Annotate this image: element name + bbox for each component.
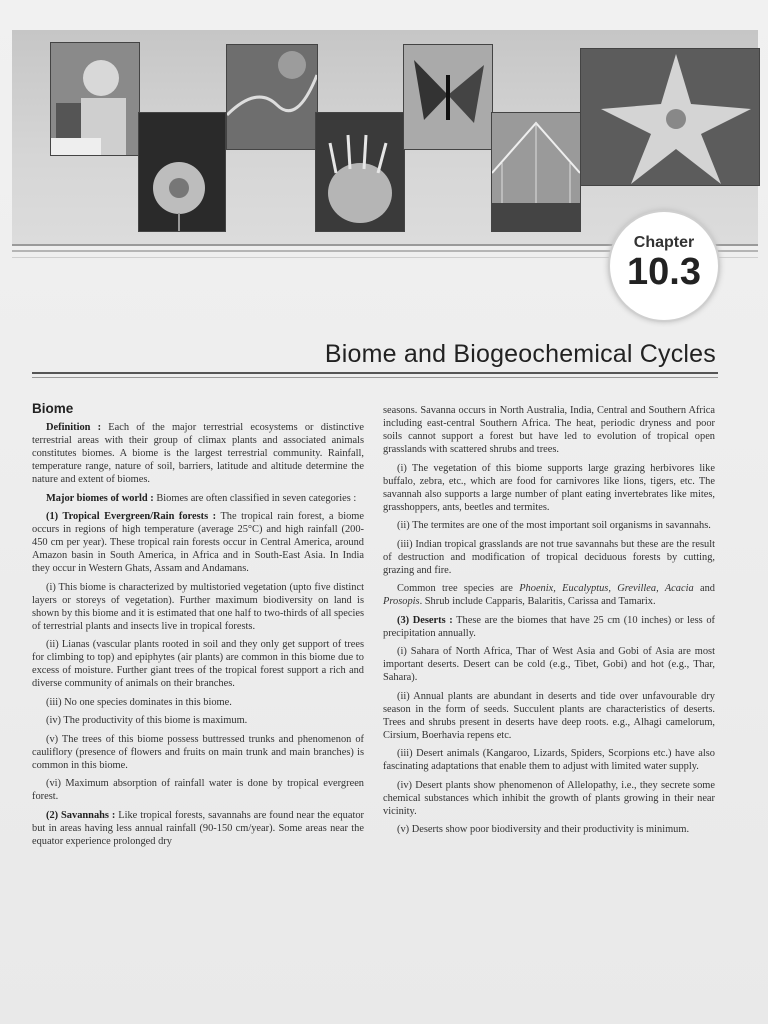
section-heading: Biome (32, 401, 74, 416)
savannah-paragraph (32, 809, 364, 848)
list-item: (ii) Lianas (vascular plants rooted in soil and they only get support of trees for climbing to top) and epiphytes (air plants) are common in this biome due to excess of moisture. Further giant trees of the tropical forest support a rich and diverse community of animals on their branches. (32, 639, 364, 689)
list-item: (v) The trees of this biome possess buttressed trunks and phenomenon of cauliflory (presence of flowers and fruits on main trunk and main branches) is common in this biome. (32, 733, 364, 771)
dandelion-photo (138, 112, 226, 232)
major-biomes-text: Biomes are often classified in seven categories : (153, 492, 357, 504)
tropical-paragraph (32, 510, 364, 575)
major-biomes-label: Major biomes of world : (46, 492, 154, 504)
deserts-label: (3) Deserts : (397, 614, 453, 626)
savannah-continued: seasons. Savanna occurs in North Australia, India, Central and Southern Africa including east-central Southern Africa. The heat, periodic dryness and poor soils cannot support a forest but have led to evolution of tropical open grasslands with scattered shrubs and trees. (383, 405, 715, 455)
plant-tendril-photo (226, 44, 318, 150)
chapter-badge (608, 210, 720, 322)
page-title: Biome and Biogeochemical Cycles (324, 340, 716, 368)
chapter-label: Chapter (633, 234, 695, 251)
tree-species-text: and (693, 583, 715, 594)
list-item: (ii) The termites are one of the most important soil organisms in savannahs. (397, 520, 711, 531)
starfish-photo (580, 48, 760, 186)
list-item: (iii) Desert animals (Kangaroo, Lizards, Spiders, Scorpions etc.) have also fascinating adaptations that enable them to adjust with limited water supply. (383, 748, 715, 772)
definition-paragraph (32, 421, 364, 486)
tree-species-italic: Phoenix, Eucalyptus, Grevillea, Acacia (519, 583, 694, 594)
list-item: (i) Sahara of North Africa, Thar of West Asia and Gobi of Asia are most important deserts. Desert can be cold (e.g., Tibet, Gobi) and hot (e.g., Thar, Sahara). (383, 646, 715, 683)
list-item: (i) This biome is characterized by multistoried vegetation (upto five distinct layers or storeys of vegetation). Further maximum biodiversity on land is shown by this biome and it is estimated that one half to two-thirds of all species of terrestrial plants and insects live in tropical forests. (32, 581, 364, 632)
butterfly-photo (403, 44, 493, 150)
list-item: (iii) Indian tropical grasslands are not true savannahs but these are the result of destruction and modification of tropical deciduous forests by cutting, grazing and fire. (383, 538, 715, 576)
savannah-label: (2) Savannahs : (46, 809, 116, 821)
major-biomes-paragraph (32, 492, 364, 505)
sea-anemone-photo (315, 112, 405, 232)
tree-species-paragraph (383, 582, 715, 608)
title-rule (32, 372, 718, 374)
surgeon-photo (50, 42, 140, 156)
deserts-text: These are the biomes that have 25 cm (10 inches) or less of precipitation annually. (383, 614, 715, 639)
left-column (32, 402, 364, 853)
definition-label: Definition : (46, 422, 102, 433)
right-column (383, 404, 715, 842)
list-item: (iv) Desert plants show phenomenon of Allelopathy, i.e., they secrete some chemical substances which inhibit the growth of plants growing in their near vicinity. (383, 779, 715, 817)
greenhouse-photo (491, 112, 581, 232)
definition-text: Each of the major terrestrial ecosystems or distinctive terrestrial areas with their group of climax plants and associated animals constitutes biomes. A biome is the largest terrestrial community. Rainfall, temperature range, nature of soil, barriers, latitude and altitude determine the nature and extent of biomes. (32, 422, 364, 485)
deserts-paragraph (383, 614, 715, 640)
tropical-label: (1) Tropical Evergreen/Rain forests : (46, 511, 217, 522)
tropical-text: The tropical rain forest, a biome occurs in regions of high temperature (average 25°C) and high rainfall (200-450 cm per year). These tropical rain forests occur in Central America, around Amazon basin in South America, in Africa and in South-East Asia. In India they occur in Western Ghats, Assam and Andamans. (32, 511, 364, 574)
list-item: (vi) Maximum absorption of rainfall water is done by tropical evergreen forest. (32, 778, 364, 802)
tree-species-text: Common tree species are (397, 583, 520, 594)
list-item: (iii) No one species dominates in this biome. (46, 696, 232, 708)
list-item: (i) The vegetation of this biome supports large grazing herbivores like buffalo, zebra, etc., which are food for carnivores like lions, tigers, etc. The savannah also supports a large number of plant eating invertebrates like mites, grasshoppers, ants, beetles and termites. (383, 462, 715, 513)
tree-species-text: . Shrub include Capparis, Balaritis, Carissa and Tamarix. (419, 596, 656, 607)
list-item: (ii) Annual plants are abundant in deserts and tide over unfavourable dry season in the form of seeds. Succulent plants are characteristics of deserts. Trees and shrubs present in deserts have deep roots. e.g., Alhagi camelorum, Cirsium, Boerhavia repens etc. (383, 690, 715, 741)
chapter-number: 10.3 (627, 251, 701, 293)
list-item: (v) Deserts show poor biodiversity and their productivity is minimum. (397, 824, 690, 835)
savannah-text: Like tropical forests, savannahs are found near the equator but in areas having less annual rainfall (90-150 cm/year). Some areas near the equator experience prolonged dry (32, 809, 364, 847)
list-item: (iv) The productivity of this biome is maximum. (46, 715, 248, 726)
tree-species-italic: Prosopis (383, 596, 420, 607)
title-rule (32, 377, 718, 378)
